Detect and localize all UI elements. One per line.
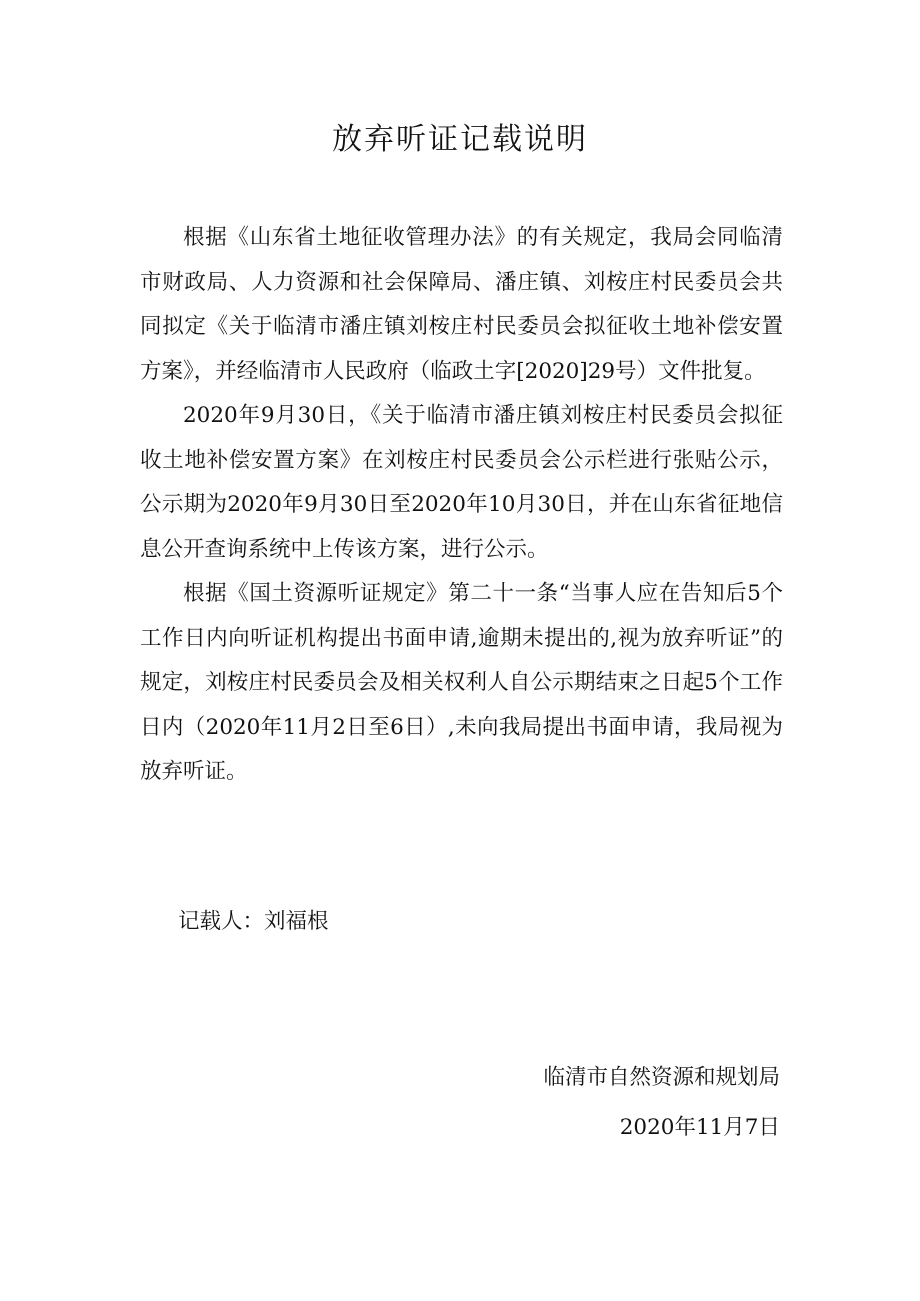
recorder-name: 刘福根	[264, 909, 329, 934]
signature-date: 2020年11月7日	[619, 1115, 780, 1140]
recorder-label: 记载人：	[178, 909, 265, 934]
document-title: 放弃听证记载说明	[332, 122, 588, 157]
paragraph-publicity: 2020年9月30日，《关于临清市潘庄镇刘桉庄村民委员会拟征收土地补偿安置方案》在刘桉庄村民委员会公示栏进行张贴公示，公示期为2020年9月30日至2020年10月30日，并在山东省征地信息公开查询系统中上传该方案，进行公示。	[140, 403, 783, 562]
recorder-line	[178, 902, 329, 942]
signature-organization: 临清市自然资源和规划局	[543, 1065, 780, 1090]
document-body	[140, 216, 783, 795]
paragraph-hearing-waiver: 根据《国土资源听证规定》第二十一条“当事人应在告知后5个工作日内向听证机构提出书面申请,逾期未提出的,视为放弃听证”的规定，刘桉庄村民委员会及相关权利人自公示期结束之日起5个工作日内（2020年11月2日至6日）,未向我局提出书面申请，我局视为放弃听证。	[140, 581, 783, 784]
paragraph-approval: 根据《山东省土地征收管理办法》的有关规定，我局会同临清市财政局、人力资源和社会保障局、潘庄镇、刘桉庄村民委员会共同拟定《关于临清市潘庄镇刘桉庄村民委员会拟征收土地补偿安置方案》，并经临清市人民政府（临政土字[2020]29号）文件批复。	[140, 225, 783, 384]
